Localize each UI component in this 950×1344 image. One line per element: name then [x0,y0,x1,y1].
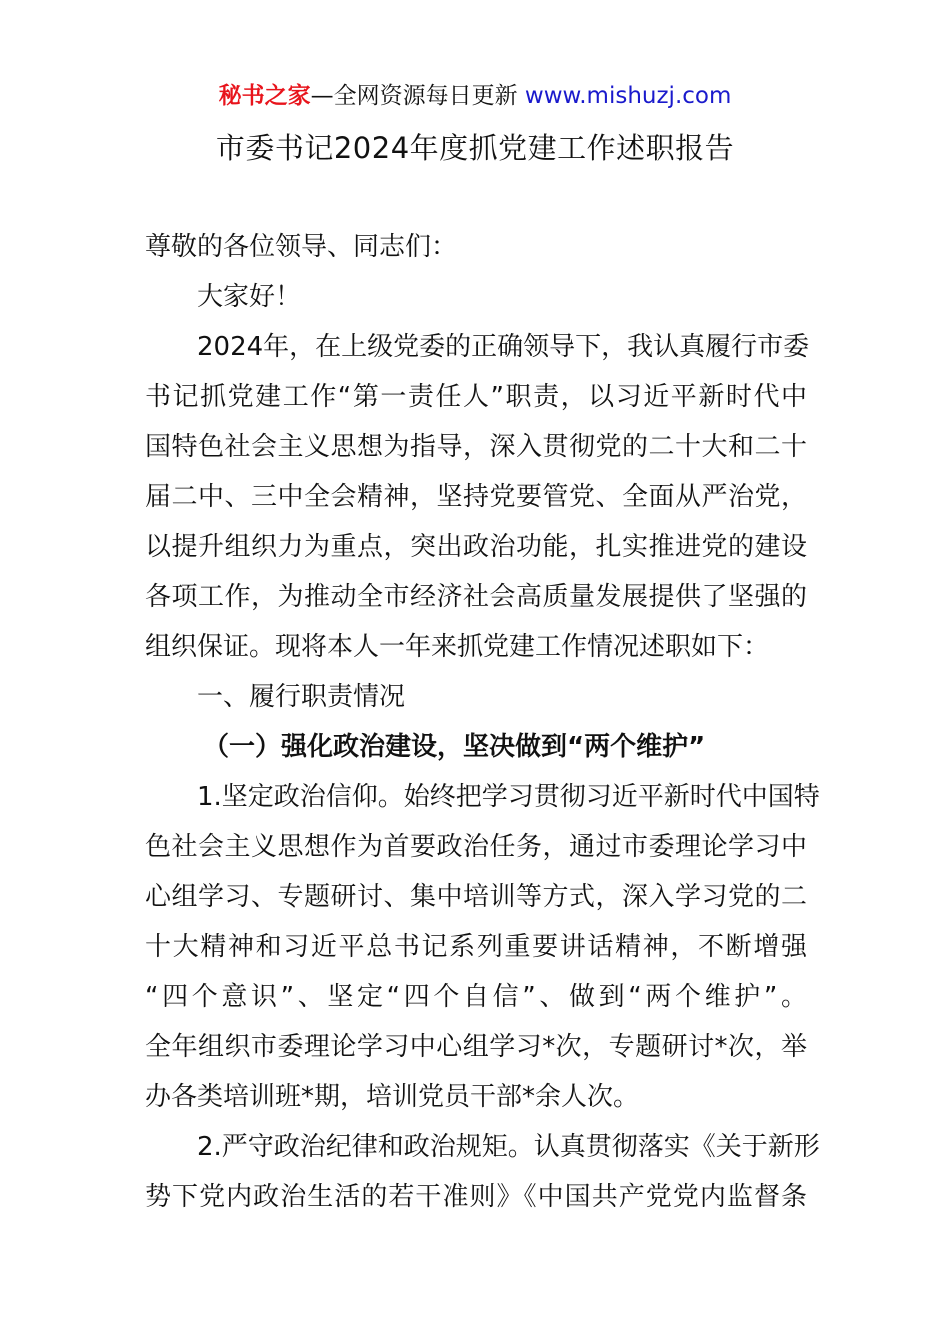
paragraph-line: 办各类培训班*期，培训党员干部*余人次。 [145,1082,640,1112]
salutation: 尊敬的各位领导、同志们： [145,232,458,262]
site-url-link[interactable]: www.mishuzj.com [524,83,732,109]
paragraph-line: 以提升组织力为重点，突出政治功能，扎实推进党的建设 [145,532,807,562]
paragraph-line: 十大精神和习近平总书记系列重要讲话精神，不断增强 [145,932,807,962]
paragraph-line: 国特色社会主义思想为指导，深入贯彻党的二十大和二十 [145,432,807,462]
paragraph-line: 届二中、三中全会精神，坚持党要管党、全面从严治党， [145,482,807,512]
paragraph-line: 心组学习、专题研讨、集中培训等方式，深入学习党的二 [145,882,807,912]
document-title: 市委书记2024年度抓党建工作述职报告 [215,131,735,165]
paragraph-line: 全年组织市委理论学习中心组学习*次，专题研讨*次，举 [145,1032,807,1062]
paragraph-line: 组织保证。现将本人一年来抓党建工作情况述职如下： [145,632,770,662]
paragraph-line: 1.坚定政治信仰。始终把学习贯彻习近平新时代中国特 [197,782,820,812]
subsection-heading: （一）强化政治建设，坚决做到“两个维护” [203,732,706,762]
section-heading: 一、履行职责情况 [197,682,406,712]
site-header [0,80,950,112]
document-body [145,222,820,1222]
paragraph-line: 各项工作，为推动全市经济社会高质量发展提供了坚强的 [145,582,807,612]
paragraph-line: 色社会主义思想作为首要政治任务，通过市委理论学习中 [145,832,807,862]
site-slogan: —全网资源每日更新 [310,83,525,109]
paragraph-line: 2.严守政治纪律和政治规矩。认真贯彻落实《关于新形 [197,1132,820,1162]
paragraph-line: “四个意识”、坚定“四个自信”、做到“两个维护”。 [145,982,807,1012]
site-brand: 秘书之家 [218,83,311,109]
greeting: 大家好！ [197,282,302,312]
paragraph-line: 2024年，在上级党委的正确领导下，我认真履行市委 [197,332,810,362]
paragraph-line: 书记抓党建工作“第一责任人”职责，以习近平新时代中 [145,382,807,412]
paragraph-line: 势下党内政治生活的若干准则》《中国共产党党内监督条 [145,1182,807,1212]
